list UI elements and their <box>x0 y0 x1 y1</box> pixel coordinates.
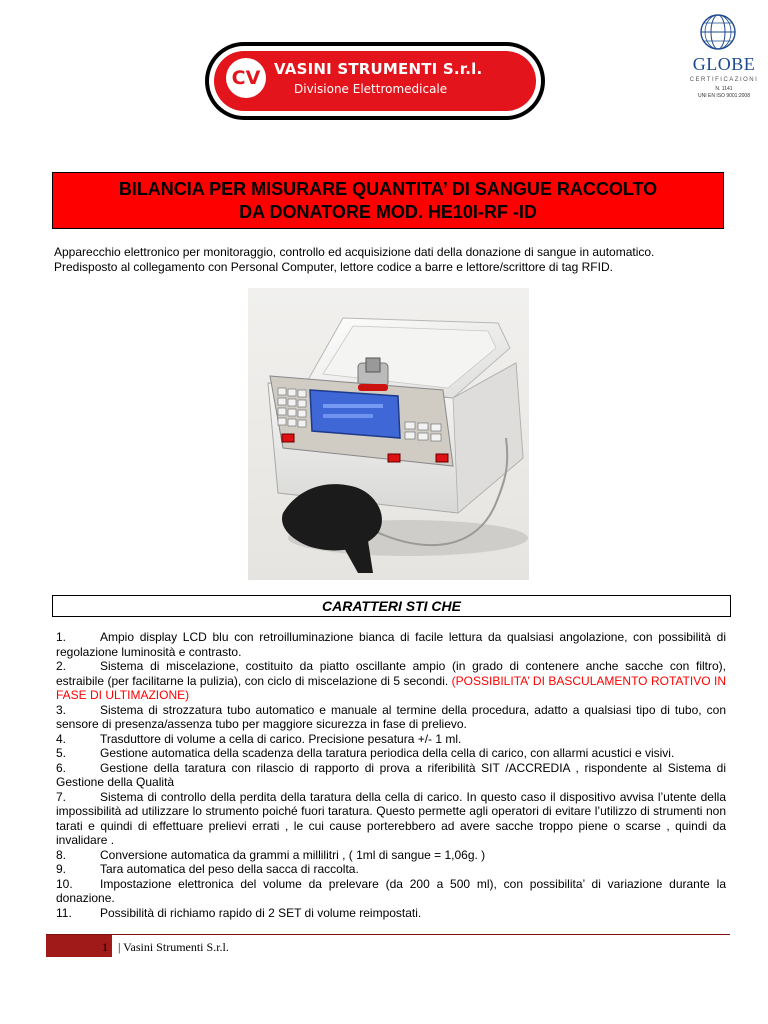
certification-number: N. 1141 <box>715 86 733 92</box>
feature-list <box>56 630 726 920</box>
section-header: CARATTERI STI CHE <box>52 595 731 617</box>
globe-icon <box>698 12 738 52</box>
certification-logo <box>684 12 764 107</box>
certification-name: GLOBE <box>692 54 756 74</box>
product-photo <box>248 288 529 580</box>
list-item: 10. Impostazione elettronica del volume da prelevare (da 200 a 500 ml), con possibilita’ di variazione durante la donazione. <box>56 876 726 905</box>
logo-company-name: VASINI STRUMENTI S.r.l. <box>274 60 483 78</box>
footer-company: | Vasini Strumenti S.r.l. <box>118 940 229 954</box>
blood-scale-device-image <box>248 288 529 580</box>
intro-line-1: Apparecchio elettronico per monitoraggio, controllo ed acquisizione dati della donazione di sangue in automatico. <box>54 245 655 259</box>
logo-division: Divisione Elettromedicale <box>294 82 448 96</box>
logo-ring <box>209 46 541 116</box>
highlight-note: (POSSIBILITA’ DI BASCULAMENTO ROTATIVO IN FASE DI ULTIMAZIONE) <box>56 673 726 702</box>
list-item: 11. Possibilità di richiamo rapido di 2 SET di volume reimpostati. <box>56 905 422 920</box>
list-item: 5. Gestione automatica della scadenza della taratura periodica della cella di carico, con allarmi acustici e visivi. <box>56 746 675 760</box>
footer-rule <box>46 934 730 935</box>
certification-subtitle: CERTIFICAZIONI <box>689 77 759 83</box>
list-item: 9. Tara automatica del peso della sacca di raccolta. <box>56 862 359 876</box>
list-item: 8. Conversione automatica da grammi a millilitri , ( 1ml di sangue = 1,06g. ) <box>56 847 486 862</box>
cv-badge: CV <box>226 58 266 98</box>
list-item: 6. Gestione della taratura con rilascio di rapporto di prova a riferibilità SIT /ACCREDIA , rispondente al Sistema di Gestione della Qualità <box>56 760 726 789</box>
title-line-1: BILANCIA PER MISURARE QUANTITA’ DI SANGUE RACCOLTO <box>118 179 658 199</box>
document-title <box>52 172 724 229</box>
list-item: 4. Trasduttore di volume a cella di carico. Precisione pesatura +/- 1 ml. <box>56 731 462 746</box>
intro-paragraph <box>54 245 730 275</box>
intro-line-2: Predisposto al collegamento con Personal Computer, lettore codice a barre e lettore/scrittore di tag RFID. <box>54 260 613 274</box>
list-item: 2. Sistema di miscelazione, costituito da piatto oscillante ampio (in grado di contenere anche sacche con filtro), estraibile (per facilitarne la pulizia), con ciclo di miscelazione di 5 secondi. (POSSIBILITA’ DI BASCULAMENTO ROTATIVO IN FASE DI ULTIMAZIONE) <box>56 659 726 702</box>
certification-standard: UNI EN ISO 9001:2008 <box>698 93 750 99</box>
page-number: 1 <box>102 940 108 954</box>
list-item: 7. Sistema di controllo della perdita della taratura della cella di carico. In questo caso il dispositivo avvisa l’utente della impossibilità ad utilizzare lo strumento poiché fuori taratura. Questo permette agli operatori di evitare l’utilizzo di strumenti non tarati e quindi di effettuare prelievi errati , le cui cause porterebbero ad avere sacche troppo piene o scarse , quindi da invalidare . <box>56 789 726 847</box>
title-line-2: DA DONATORE MOD. HE10I-RF -ID <box>239 202 537 222</box>
list-item: 1. Ampio display LCD blu con retroilluminazione bianca di facile lettura da qualsiasi angolazione, con possibilità di regolazione luminosità e contrasto. <box>56 630 726 659</box>
list-item: 3. Sistema di strozzatura tubo automatico e manuale al termine della procedura, adatto a qualsiasi tipo di tubo, con sensore di presenza/assenza tubo per maggiore sicurezza in fase di prelievo. <box>56 702 726 731</box>
company-logo <box>205 42 545 120</box>
logo-red-band <box>214 51 536 111</box>
